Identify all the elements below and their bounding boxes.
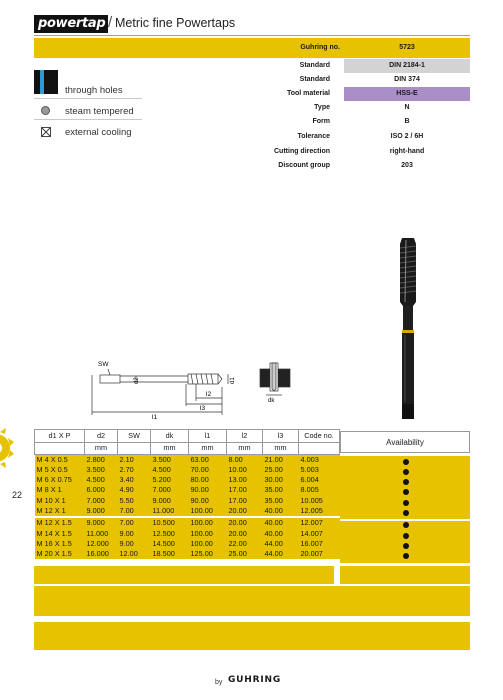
- tool-material-value: HSS-E: [396, 90, 418, 97]
- table-cell: 100.00: [189, 518, 227, 528]
- table-cell: 80.00: [189, 475, 227, 485]
- label-l2: l2: [206, 391, 212, 398]
- discount-group-value: 203: [401, 162, 413, 169]
- cutting-direction-label: Cutting direction: [274, 148, 330, 155]
- page-title: Metric fine Powertaps: [115, 16, 236, 30]
- empty-band: [340, 566, 470, 584]
- table-cell: 22.00: [227, 539, 263, 549]
- legend-divider: [34, 119, 142, 120]
- table-cell: 100.00: [189, 506, 227, 516]
- availability-dot: [403, 500, 409, 506]
- table-cell: 5.003: [299, 465, 340, 475]
- table-cell: 20.00: [227, 506, 263, 516]
- table-cell: 13.00: [227, 475, 263, 485]
- table-cell: 6.004: [299, 475, 340, 485]
- col-header: SW: [118, 430, 151, 443]
- table-cell: 100.00: [189, 539, 227, 549]
- table-cell: 8.005: [299, 485, 340, 495]
- table-header-row: [35, 430, 340, 443]
- col-header: l3: [263, 430, 299, 443]
- table-cell: 20.007: [299, 549, 340, 559]
- table-cell: 100.00: [189, 529, 227, 539]
- table-cell: 8.00: [227, 454, 263, 465]
- unit-cell: mm: [263, 442, 299, 454]
- table-cell: M 20 X 1.5: [35, 549, 85, 559]
- table-cell: M 12 X 1: [35, 506, 85, 516]
- tap-product-image: [388, 232, 428, 428]
- table-row: [35, 506, 340, 516]
- unit-cell: mm: [227, 442, 263, 454]
- table-cell: 17.00: [227, 496, 263, 506]
- table-cell: 9.000: [85, 518, 118, 528]
- table-cell: 12.500: [151, 529, 189, 539]
- product-table: [34, 429, 334, 559]
- guhring-no-label: Guhring no.: [300, 44, 340, 51]
- table-row: [35, 529, 340, 539]
- unit-cell: [118, 442, 151, 454]
- table-cell: M 12 X 1.5: [35, 518, 85, 528]
- legend-through-holes: through holes: [65, 85, 123, 96]
- table-cell: 25.00: [263, 465, 299, 475]
- table-units-row: [35, 442, 340, 454]
- external-cooling-icon: [41, 127, 51, 137]
- table-cell: 12.005: [299, 506, 340, 516]
- table-cell: 11.000: [151, 506, 189, 516]
- standard-2-value: DIN 374: [394, 76, 420, 83]
- table-cell: 25.00: [227, 549, 263, 559]
- table-cell: M 14 X 1.5: [35, 529, 85, 539]
- table-cell: 70.00: [189, 465, 227, 475]
- table-cell: 7.00: [118, 506, 151, 516]
- powertap-logo: powertap: [34, 15, 108, 33]
- empty-band: [34, 622, 470, 650]
- col-header: dk: [151, 430, 189, 443]
- table-cell: 90.00: [189, 496, 227, 506]
- tolerance-value: ISO 2 / 6H: [390, 133, 424, 140]
- table-cell: 2.70: [118, 465, 151, 475]
- table-cell: 90.00: [189, 485, 227, 495]
- unit-cell: mm: [85, 442, 118, 454]
- standard-2-label: Standard: [299, 76, 330, 83]
- availability-dot: [403, 533, 409, 539]
- table-row: [35, 485, 340, 495]
- table-row: [35, 454, 340, 465]
- table-cell: 20.00: [227, 518, 263, 528]
- table-cell: 125.00: [189, 549, 227, 559]
- guhring-logo: GUHRING: [228, 675, 282, 685]
- table-cell: 5.200: [151, 475, 189, 485]
- col-header: d2: [85, 430, 118, 443]
- table-cell: 6.000: [85, 485, 118, 495]
- empty-band: [34, 566, 334, 584]
- table-cell: M 6 X 0.75: [35, 475, 85, 485]
- spec-row-standard-1: [34, 59, 470, 73]
- col-header: Code no.: [299, 430, 340, 443]
- spec-row-discount-group: [34, 159, 470, 173]
- label-d1: d1: [230, 377, 236, 384]
- table-cell: 40.00: [263, 506, 299, 516]
- unit-cell: [299, 442, 340, 454]
- standard-1-value: DIN 2184-1: [389, 62, 425, 69]
- table-cell: 2.800: [85, 454, 118, 465]
- table-cell: 9.000: [85, 506, 118, 516]
- type-value: N: [404, 104, 410, 111]
- table-cell: 12.007: [299, 518, 340, 528]
- table-cell: 40.00: [263, 529, 299, 539]
- unit-cell: [35, 442, 85, 454]
- table-row: [35, 465, 340, 475]
- legend-external-cooling: external cooling: [65, 127, 132, 138]
- table-cell: 20.00: [227, 529, 263, 539]
- table-cell: 16.007: [299, 539, 340, 549]
- title-divider: /: [108, 14, 113, 31]
- col-header: l1: [189, 430, 227, 443]
- label-l1: l1: [152, 414, 158, 421]
- table-cell: 3.500: [151, 454, 189, 465]
- table-cell: 10.00: [227, 465, 263, 475]
- availability-dot: [403, 459, 409, 465]
- table-cell: 2.10: [118, 454, 151, 465]
- table-cell: 35.00: [263, 485, 299, 495]
- table-cell: 4.500: [151, 465, 189, 475]
- table-cell: 9.00: [118, 539, 151, 549]
- cutter-icon: [0, 420, 22, 476]
- table-cell: 14.500: [151, 539, 189, 549]
- table-cell: 12.000: [85, 539, 118, 549]
- technical-drawing: [88, 353, 298, 423]
- table-cell: 4.500: [85, 475, 118, 485]
- footer-by: by: [215, 679, 223, 686]
- col-header: l2: [227, 430, 263, 443]
- availability-header: Availability: [340, 431, 470, 453]
- table-cell: 35.00: [263, 496, 299, 506]
- table-cell: M 4 X 0.5: [35, 454, 85, 465]
- table-cell: M 10 X 1: [35, 496, 85, 506]
- table-row: [35, 539, 340, 549]
- form-value: B: [404, 118, 410, 125]
- tool-material-label: Tool material: [286, 90, 330, 97]
- table-cell: 18.500: [151, 549, 189, 559]
- table-cell: 12.00: [118, 549, 151, 559]
- table-row: [35, 496, 340, 506]
- page-number: 22: [12, 490, 23, 500]
- availability-dot: [403, 469, 409, 475]
- form-label: Form: [312, 118, 330, 125]
- table-cell: 9.000: [151, 496, 189, 506]
- table-cell: 10.005: [299, 496, 340, 506]
- col-header: d1 X P: [35, 430, 85, 443]
- cutting-direction-value: right-hand: [389, 148, 425, 155]
- label-d2: d2: [134, 377, 140, 384]
- label-l3: l3: [200, 405, 206, 412]
- type-label: Type: [314, 104, 330, 111]
- steam-tempered-icon: [41, 106, 50, 115]
- availability-dot: [403, 543, 409, 549]
- table-cell: 63.00: [189, 454, 227, 465]
- table-cell: 7.00: [118, 518, 151, 528]
- table-cell: 17.00: [227, 485, 263, 495]
- table-cell: 44.00: [263, 549, 299, 559]
- table-cell: M 16 X 1.5: [35, 539, 85, 549]
- spec-row-cutting-direction: [34, 145, 470, 159]
- table-cell: M 8 X 1: [35, 485, 85, 495]
- table-cell: 11.000: [85, 529, 118, 539]
- guhring-no-value: 5723: [399, 44, 415, 51]
- discount-group-label: Discount group: [278, 162, 330, 169]
- table-cell: 14.007: [299, 529, 340, 539]
- table-row: [35, 518, 340, 528]
- label-dk: dk: [268, 398, 275, 404]
- table-cell: 10.500: [151, 518, 189, 528]
- table-row: [35, 475, 340, 485]
- table-cell: 44.00: [263, 539, 299, 549]
- table-cell: 30.00: [263, 475, 299, 485]
- table-row: [35, 549, 340, 559]
- table-cell: 7.000: [151, 485, 189, 495]
- table-cell: M 5 X 0.5: [35, 465, 85, 475]
- tolerance-label: Tolerance: [297, 133, 330, 140]
- table-cell: 4.90: [118, 485, 151, 495]
- table-cell: 3.40: [118, 475, 151, 485]
- legend-steam-tempered: steam tempered: [65, 106, 134, 117]
- table-cell: 40.00: [263, 518, 299, 528]
- unit-cell: mm: [189, 442, 227, 454]
- table-cell: 21.00: [263, 454, 299, 465]
- header-rule: [34, 35, 470, 36]
- availability-dot: [403, 510, 409, 516]
- table-cell: 5.50: [118, 496, 151, 506]
- empty-band: [34, 586, 470, 616]
- label-sw: SW: [98, 361, 109, 368]
- unit-cell: mm: [151, 442, 189, 454]
- table-cell: 3.500: [85, 465, 118, 475]
- table-cell: 16.000: [85, 549, 118, 559]
- legend-divider: [34, 98, 142, 99]
- table-cell: 7.000: [85, 496, 118, 506]
- table-cell: 4.003: [299, 454, 340, 465]
- standard-1-label: Standard: [299, 62, 330, 69]
- table-cell: 9.00: [118, 529, 151, 539]
- through-hole-icon: [34, 70, 58, 94]
